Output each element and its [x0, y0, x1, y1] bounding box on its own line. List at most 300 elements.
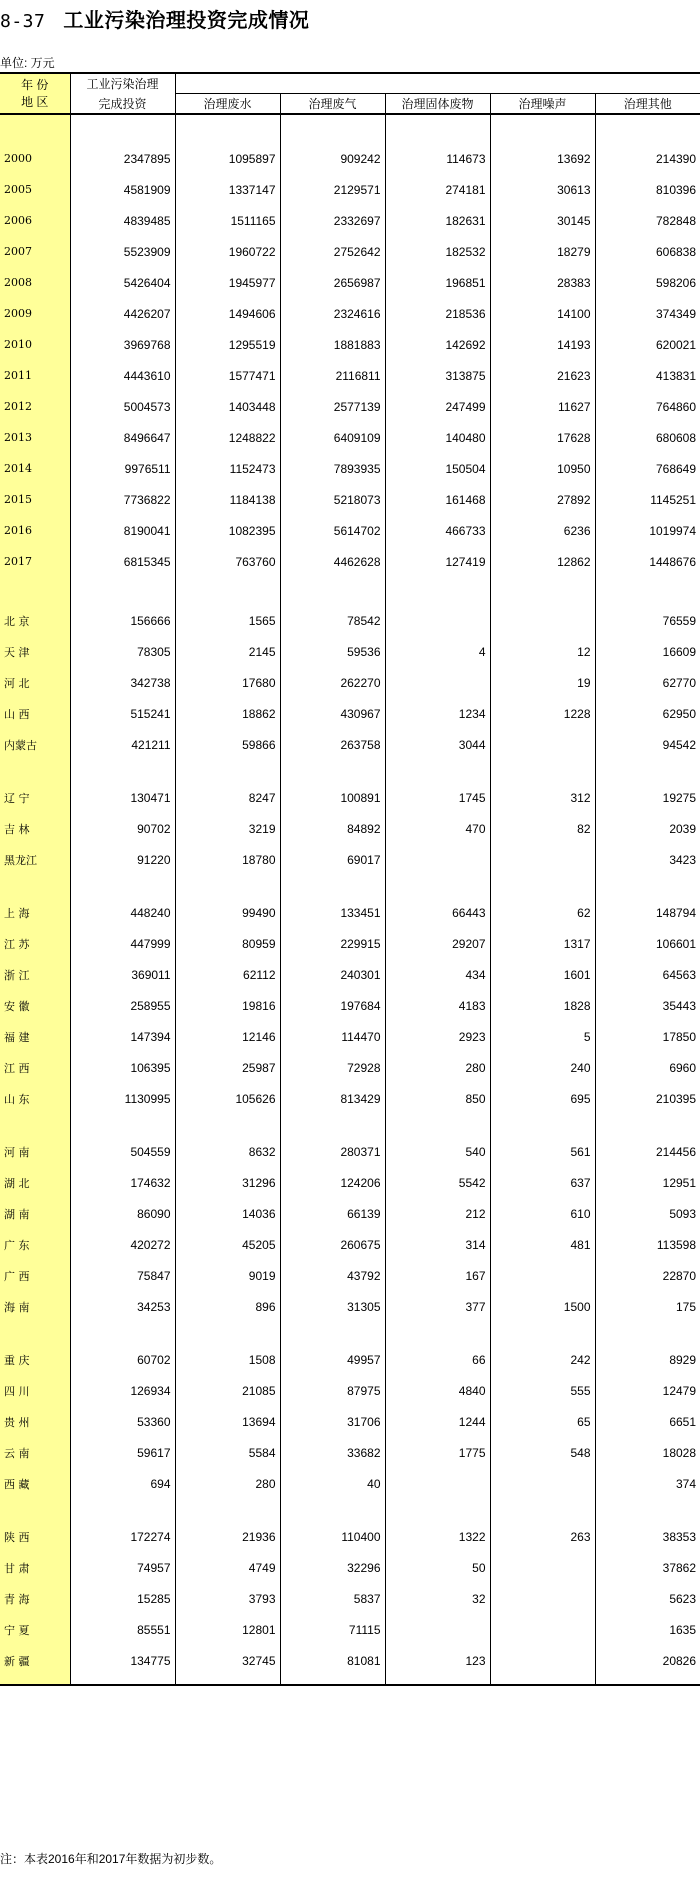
value-cell: 106601 — [655, 936, 697, 951]
table-row — [0, 813, 700, 844]
table-row — [0, 1229, 700, 1260]
value-cell: 75847 — [70, 1260, 175, 1291]
value-cell: 76559 — [662, 613, 697, 628]
value-cell: 32745 — [175, 1645, 280, 1676]
value-cell: 260675 — [280, 1229, 385, 1260]
value-cell: 1403448 — [175, 391, 280, 422]
value-cell — [490, 1614, 595, 1645]
value-cell: 91220 — [70, 844, 175, 875]
spacer-cell — [70, 1676, 175, 1685]
value-cell: 85551 — [70, 1614, 175, 1645]
value-cell: 420272 — [70, 1229, 175, 1260]
value-cell: 2923 — [385, 1021, 490, 1052]
value-cell — [490, 844, 595, 875]
value-cell: 106395 — [70, 1052, 175, 1083]
value-cell: 1828 — [490, 990, 595, 1021]
value-cell: 12146 — [175, 1021, 280, 1052]
value-cell: 134775 — [70, 1645, 175, 1676]
row-label: 广 东 — [0, 1229, 70, 1260]
table-row — [0, 1344, 700, 1375]
value-cell: 2332697 — [280, 205, 385, 236]
value-cell: 548 — [490, 1437, 595, 1468]
value-cell: 62 — [490, 897, 595, 928]
value-cell: 12479 — [662, 1383, 697, 1398]
value-cell: 5523909 — [70, 236, 175, 267]
spacer-cell — [70, 577, 175, 605]
value-cell: 481 — [490, 1229, 595, 1260]
spacer-cell — [70, 1322, 175, 1344]
spacer-cell — [70, 875, 175, 897]
value-cell: 1565 — [175, 605, 280, 636]
value-cell: 62950 — [662, 706, 697, 721]
value-cell — [490, 729, 595, 760]
value-cell: 6236 — [490, 515, 595, 546]
value-cell: 274181 — [385, 174, 490, 205]
value-cell: 240301 — [280, 959, 385, 990]
spacer-cell — [280, 760, 385, 782]
value-cell: 4426207 — [70, 298, 175, 329]
value-cell — [385, 1468, 490, 1499]
row-label: 江 苏 — [0, 928, 70, 959]
value-cell: 3219 — [175, 813, 280, 844]
table-row — [0, 928, 700, 959]
value-cell: 62112 — [175, 959, 280, 990]
value-cell: 59866 — [175, 729, 280, 760]
row-label: 2013 — [0, 422, 70, 453]
value-cell: 247499 — [385, 391, 490, 422]
value-cell: 813429 — [280, 1083, 385, 1114]
value-cell: 5093 — [669, 1206, 697, 1221]
table-row — [0, 205, 700, 236]
spacer-cell — [175, 577, 280, 605]
row-label: 浙 江 — [0, 959, 70, 990]
spacer-cell — [0, 577, 70, 605]
value-cell: 2656987 — [280, 267, 385, 298]
value-cell: 1184138 — [175, 484, 280, 515]
value-cell: 84892 — [280, 813, 385, 844]
value-cell: 810396 — [655, 182, 697, 197]
value-cell — [385, 605, 490, 636]
value-cell: 1248822 — [175, 422, 280, 453]
header-spacer — [175, 73, 700, 94]
value-cell: 182631 — [385, 205, 490, 236]
row-label: 上 海 — [0, 897, 70, 928]
value-cell: 59536 — [280, 636, 385, 667]
spacer-cell — [385, 1676, 490, 1685]
spacer-cell — [70, 1114, 175, 1136]
row-label: 江 西 — [0, 1052, 70, 1083]
value-cell: 12 — [490, 636, 595, 667]
value-cell: 18028 — [662, 1445, 697, 1460]
value-cell: 1960722 — [175, 236, 280, 267]
value-cell: 113598 — [656, 1237, 697, 1252]
value-cell: 43792 — [280, 1260, 385, 1291]
value-cell: 156666 — [70, 605, 175, 636]
value-cell — [490, 605, 595, 636]
value-cell: 5004573 — [70, 391, 175, 422]
value-cell: 7893935 — [280, 453, 385, 484]
value-cell: 2752642 — [280, 236, 385, 267]
value-cell: 1945977 — [175, 267, 280, 298]
value-cell: 1508 — [175, 1344, 280, 1375]
value-cell: 105626 — [175, 1083, 280, 1114]
value-cell: 45205 — [175, 1229, 280, 1260]
value-cell: 74957 — [70, 1552, 175, 1583]
table-row — [0, 844, 700, 875]
value-cell: 620021 — [655, 337, 697, 352]
value-cell: 5584 — [175, 1437, 280, 1468]
value-cell: 1234 — [385, 698, 490, 729]
table-row — [0, 1291, 700, 1322]
spacer-cell — [280, 114, 385, 143]
value-cell: 8929 — [669, 1352, 697, 1367]
value-cell: 212 — [385, 1198, 490, 1229]
value-cell: 150504 — [385, 453, 490, 484]
row-label: 2009 — [0, 298, 70, 329]
value-cell: 35443 — [662, 998, 697, 1013]
value-cell: 17850 — [662, 1029, 697, 1044]
value-cell: 369011 — [70, 959, 175, 990]
table-row — [0, 729, 700, 760]
table-row — [0, 143, 700, 174]
value-cell: 2039 — [669, 821, 697, 836]
row-label: 河 南 — [0, 1136, 70, 1167]
row-label: 贵 州 — [0, 1406, 70, 1437]
value-cell: 342738 — [70, 667, 175, 698]
value-cell: 695 — [490, 1083, 595, 1114]
row-label: 辽 宁 — [0, 782, 70, 813]
value-cell: 22870 — [662, 1268, 697, 1283]
row-label: 2016 — [0, 515, 70, 546]
value-cell: 197684 — [280, 990, 385, 1021]
value-cell: 31706 — [280, 1406, 385, 1437]
value-cell — [385, 667, 490, 698]
spacer-cell — [0, 1499, 70, 1521]
value-cell: 21085 — [175, 1375, 280, 1406]
table-row — [0, 1406, 700, 1437]
value-cell: 637 — [490, 1167, 595, 1198]
spacer-row — [0, 1322, 700, 1344]
value-cell: 1775 — [385, 1437, 490, 1468]
table-row — [0, 1198, 700, 1229]
value-cell: 2129571 — [280, 174, 385, 205]
value-cell: 555 — [490, 1375, 595, 1406]
row-label: 山 西 — [0, 698, 70, 729]
spacer-cell — [280, 1676, 385, 1685]
spacer-row — [0, 1114, 700, 1136]
value-cell: 540 — [385, 1136, 490, 1167]
table-row — [0, 1468, 700, 1499]
col-header-noise: 治理噪声 — [490, 94, 595, 115]
spacer-cell — [280, 1322, 385, 1344]
value-cell: 148794 — [655, 905, 697, 920]
spacer-cell — [0, 1676, 70, 1685]
value-cell: 3793 — [175, 1583, 280, 1614]
row-label: 2017 — [0, 546, 70, 577]
table-row — [0, 1136, 700, 1167]
spacer-cell — [175, 114, 280, 143]
col-header-other: 治理其他 — [595, 94, 700, 115]
value-cell: 172274 — [70, 1521, 175, 1552]
value-cell: 19 — [490, 667, 595, 698]
value-cell: 18279 — [490, 236, 595, 267]
value-cell: 1337147 — [175, 174, 280, 205]
row-label: 黑龙江 — [0, 844, 70, 875]
spacer-cell — [490, 1676, 595, 1685]
value-cell: 37862 — [662, 1560, 697, 1575]
value-cell: 38353 — [662, 1529, 697, 1544]
table-row — [0, 298, 700, 329]
table-row — [0, 236, 700, 267]
table-row — [0, 605, 700, 636]
value-cell: 229915 — [280, 928, 385, 959]
value-cell: 17680 — [175, 667, 280, 698]
value-cell: 196851 — [385, 267, 490, 298]
col-header-waste-gas: 治理废气 — [280, 94, 385, 115]
value-cell: 504559 — [70, 1136, 175, 1167]
spacer-cell — [175, 1114, 280, 1136]
value-cell: 110400 — [280, 1521, 385, 1552]
value-cell: 17628 — [490, 422, 595, 453]
value-cell: 15285 — [70, 1583, 175, 1614]
table-row — [0, 1614, 700, 1645]
table-row — [0, 422, 700, 453]
value-cell: 1130995 — [70, 1083, 175, 1114]
spacer-row — [0, 577, 700, 605]
value-cell: 31305 — [280, 1291, 385, 1322]
value-cell: 896 — [175, 1291, 280, 1322]
value-cell: 14036 — [175, 1198, 280, 1229]
table-row — [0, 782, 700, 813]
row-label: 吉 林 — [0, 813, 70, 844]
table-row — [0, 1167, 700, 1198]
spacer-cell — [70, 114, 175, 143]
value-cell: 694 — [70, 1468, 175, 1499]
spacer-cell — [385, 114, 490, 143]
table-row — [0, 1052, 700, 1083]
value-cell: 1244 — [385, 1406, 490, 1437]
value-cell: 14100 — [490, 298, 595, 329]
table-code: 8-37 — [0, 11, 46, 32]
value-cell: 94542 — [662, 737, 697, 752]
value-cell: 32296 — [280, 1552, 385, 1583]
value-cell: 210395 — [655, 1091, 697, 1106]
table-row — [0, 484, 700, 515]
value-cell: 515241 — [70, 698, 175, 729]
value-cell: 12862 — [490, 546, 595, 577]
value-cell: 377 — [385, 1291, 490, 1322]
table-row — [0, 990, 700, 1021]
row-label: 云 南 — [0, 1437, 70, 1468]
value-cell: 1494606 — [175, 298, 280, 329]
value-cell: 53360 — [70, 1406, 175, 1437]
table-row — [0, 1552, 700, 1583]
value-cell: 314 — [385, 1229, 490, 1260]
value-cell: 16609 — [662, 644, 697, 659]
row-label: 天 津 — [0, 636, 70, 667]
table-row — [0, 959, 700, 990]
value-cell: 175 — [676, 1299, 697, 1314]
spacer-row — [0, 114, 700, 143]
value-cell: 1228 — [490, 698, 595, 729]
value-cell: 12951 — [662, 1175, 697, 1190]
spacer-cell — [595, 1676, 700, 1685]
region-header: 年 份 地 区 — [0, 73, 70, 114]
value-cell: 78305 — [70, 636, 175, 667]
value-cell: 263758 — [280, 729, 385, 760]
spacer-cell — [280, 875, 385, 897]
value-cell: 133451 — [280, 897, 385, 928]
value-cell: 466733 — [385, 515, 490, 546]
table-row — [0, 391, 700, 422]
value-cell: 561 — [490, 1136, 595, 1167]
row-label: 2012 — [0, 391, 70, 422]
value-cell: 6409109 — [280, 422, 385, 453]
value-cell: 66139 — [280, 1198, 385, 1229]
table-row — [0, 636, 700, 667]
value-cell: 374 — [676, 1476, 697, 1491]
spacer-cell — [595, 577, 700, 605]
col-header-solid-waste: 治理固体废物 — [385, 94, 490, 115]
spacer-cell — [0, 875, 70, 897]
table-row — [0, 897, 700, 928]
value-cell: 413831 — [655, 368, 697, 383]
value-cell: 242 — [490, 1344, 595, 1375]
value-cell: 11627 — [490, 391, 595, 422]
value-cell: 430967 — [280, 698, 385, 729]
col-header-wastewater: 治理废水 — [175, 94, 280, 115]
row-label: 福 建 — [0, 1021, 70, 1052]
value-cell: 4462628 — [280, 546, 385, 577]
value-cell: 19816 — [175, 990, 280, 1021]
value-cell: 13694 — [175, 1406, 280, 1437]
value-cell: 4581909 — [70, 174, 175, 205]
value-cell: 313875 — [385, 360, 490, 391]
value-cell: 5623 — [669, 1591, 697, 1606]
table-title — [0, 4, 309, 33]
value-cell: 5614702 — [280, 515, 385, 546]
value-cell: 606838 — [655, 244, 697, 259]
spacer-cell — [0, 1322, 70, 1344]
value-cell: 66443 — [385, 897, 490, 928]
value-cell: 1500 — [490, 1291, 595, 1322]
spacer-cell — [490, 760, 595, 782]
value-cell: 19275 — [662, 790, 697, 805]
value-cell: 1322 — [385, 1521, 490, 1552]
value-cell: 29207 — [385, 928, 490, 959]
spacer-cell — [385, 1499, 490, 1521]
value-cell: 86090 — [70, 1198, 175, 1229]
value-cell: 1745 — [385, 782, 490, 813]
row-label: 2014 — [0, 453, 70, 484]
value-cell: 64563 — [662, 967, 697, 982]
value-cell: 9976511 — [70, 453, 175, 484]
value-cell: 2324616 — [280, 298, 385, 329]
table-row — [0, 1521, 700, 1552]
value-cell: 30613 — [490, 174, 595, 205]
row-label: 西 藏 — [0, 1468, 70, 1499]
value-cell: 161468 — [385, 484, 490, 515]
value-cell: 850 — [385, 1083, 490, 1114]
row-label: 湖 北 — [0, 1167, 70, 1198]
value-cell: 782848 — [655, 213, 697, 228]
value-cell: 6815345 — [70, 546, 175, 577]
value-cell: 124206 — [280, 1167, 385, 1198]
value-cell: 280371 — [280, 1136, 385, 1167]
value-cell: 763760 — [175, 546, 280, 577]
value-cell: 130471 — [70, 782, 175, 813]
value-cell: 8496647 — [70, 422, 175, 453]
row-label: 甘 肃 — [0, 1552, 70, 1583]
value-cell — [490, 1552, 595, 1583]
value-cell: 4183 — [385, 990, 490, 1021]
value-cell: 126934 — [70, 1375, 175, 1406]
row-label: 安 徽 — [0, 990, 70, 1021]
value-cell: 262270 — [280, 667, 385, 698]
table-row — [0, 515, 700, 546]
value-cell: 448240 — [70, 897, 175, 928]
spacer-cell — [175, 760, 280, 782]
spacer-cell — [595, 875, 700, 897]
value-cell: 2145 — [175, 636, 280, 667]
value-cell: 28383 — [490, 267, 595, 298]
value-cell: 6651 — [669, 1414, 697, 1429]
spacer-cell — [385, 1114, 490, 1136]
value-cell: 214390 — [655, 151, 697, 166]
value-cell: 167 — [385, 1260, 490, 1291]
value-cell: 434 — [385, 959, 490, 990]
row-label: 宁 夏 — [0, 1614, 70, 1645]
value-cell: 3969768 — [70, 329, 175, 360]
value-cell: 4443610 — [70, 360, 175, 391]
value-cell: 5426404 — [70, 267, 175, 298]
value-cell: 114673 — [385, 143, 490, 174]
spacer-cell — [595, 760, 700, 782]
spacer-cell — [595, 1114, 700, 1136]
value-cell: 1152473 — [175, 453, 280, 484]
spacer-cell — [490, 1499, 595, 1521]
row-label: 2011 — [0, 360, 70, 391]
footnote: 注：本表2016年和2017年数据为初步数。 — [0, 1852, 222, 1866]
value-cell: 62770 — [662, 675, 697, 690]
row-label: 青 海 — [0, 1583, 70, 1614]
value-cell: 258955 — [70, 990, 175, 1021]
value-cell: 50 — [385, 1552, 490, 1583]
value-cell: 447999 — [70, 928, 175, 959]
value-cell: 25987 — [175, 1052, 280, 1083]
value-cell: 421211 — [70, 729, 175, 760]
spacer-row — [0, 875, 700, 897]
value-cell — [490, 1468, 595, 1499]
value-cell: 81081 — [280, 1645, 385, 1676]
value-cell: 80959 — [175, 928, 280, 959]
spacer-cell — [595, 1322, 700, 1344]
table-row — [0, 360, 700, 391]
value-cell: 1577471 — [175, 360, 280, 391]
table-row — [0, 1021, 700, 1052]
value-cell: 90702 — [70, 813, 175, 844]
value-cell: 140480 — [385, 422, 490, 453]
value-cell: 680608 — [655, 430, 697, 445]
value-cell: 66 — [385, 1344, 490, 1375]
value-cell: 1635 — [669, 1622, 697, 1637]
row-label: 内蒙古 — [0, 729, 70, 760]
value-cell: 1145251 — [650, 492, 697, 507]
value-cell: 2577139 — [280, 391, 385, 422]
value-cell: 1317 — [490, 928, 595, 959]
value-cell: 10950 — [490, 453, 595, 484]
value-cell: 5 — [490, 1021, 595, 1052]
